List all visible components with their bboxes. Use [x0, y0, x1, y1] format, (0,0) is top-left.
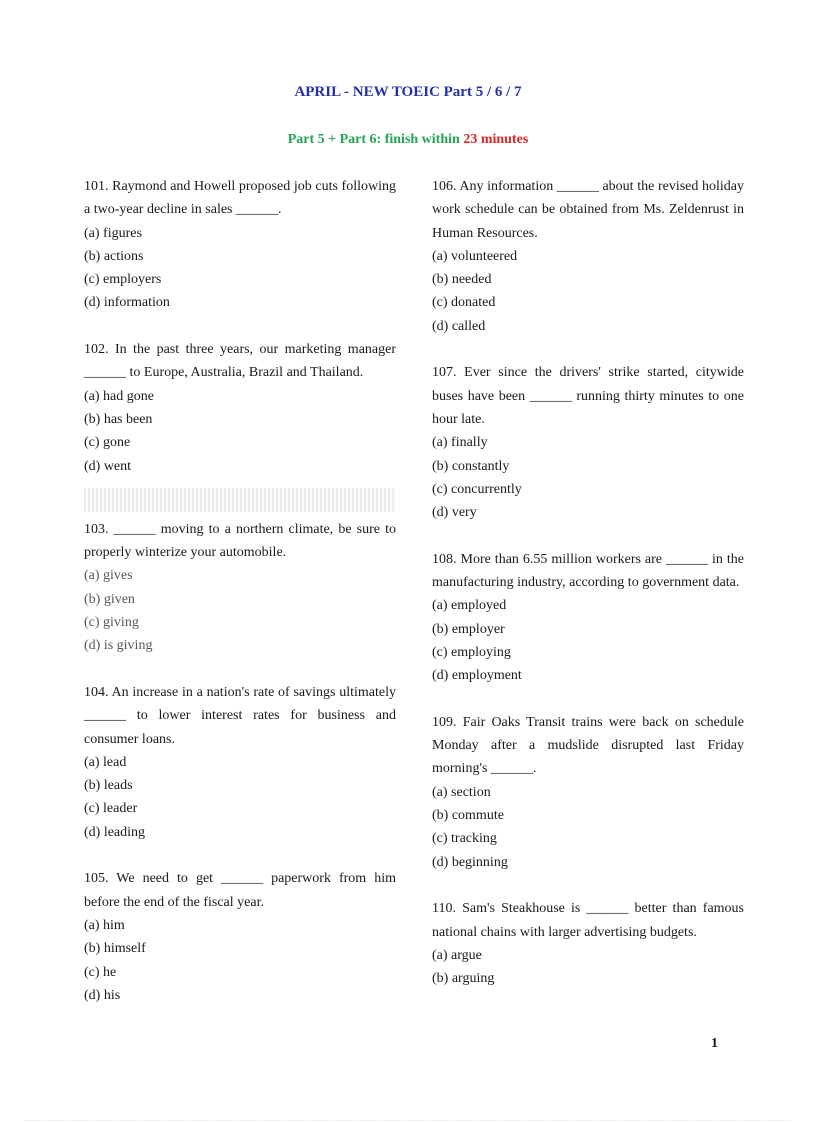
- option-b: (b) himself: [84, 941, 146, 957]
- question-stem: 107. Ever since the drivers' strike started, citywide buses have been ______ running thirty minutes to one hour late.: [432, 365, 744, 427]
- option-c: (c) tracking: [432, 831, 497, 847]
- question-109: [432, 711, 744, 874]
- page-bottom-divider: [24, 1120, 792, 1121]
- option-d: (d) went: [84, 458, 132, 474]
- option-a: (a) finally: [432, 435, 488, 451]
- right-question-column: [432, 175, 744, 1014]
- option-a: (a) had gone: [84, 388, 154, 404]
- question-stem: 102. In the past three years, our marketing manager ______ to Europe, Australia, Brazil and Thailand.: [84, 342, 396, 381]
- option-a: (a) volunteered: [432, 248, 518, 264]
- question-stem: 109. Fair Oaks Transit trains were back on schedule Monday after a mudslide disrupted last Friday morning's ______.: [432, 714, 744, 777]
- option-b: (b) constantly: [432, 458, 510, 474]
- option-c: (c) employing: [432, 644, 511, 660]
- question-stem: 101. Raymond and Howell proposed job cuts following a two-year decline in sales ______.: [84, 179, 396, 218]
- question-stem: 105. We need to get ______ paperwork from him before the end of the fiscal year.: [84, 871, 396, 910]
- time-instruction: [0, 132, 816, 148]
- question-stem: 106. Any information ______ about the revised holiday work schedule can be obtained from Ms. Zeldenrust in Human Resources.: [432, 179, 744, 241]
- option-b: (b) actions: [84, 248, 144, 264]
- question-stem: 103. ______ moving to a northern climate, be sure to properly winterize your automobile.: [84, 521, 396, 561]
- left-question-column: [84, 175, 396, 1030]
- option-d: (d) leading: [84, 824, 146, 840]
- option-d: (d) employment: [432, 668, 522, 684]
- option-c: (c) employers: [84, 272, 162, 288]
- option-a: (a) argue: [432, 947, 482, 963]
- page-number: 1: [711, 1036, 718, 1051]
- option-b: (b) commute: [432, 808, 504, 824]
- question-101: [84, 175, 396, 315]
- option-b: (b) given: [84, 591, 135, 607]
- option-c: (c) donated: [432, 295, 496, 311]
- option-a: (a) him: [84, 917, 125, 933]
- option-a: (a) gives: [84, 568, 133, 584]
- option-b: (b) employer: [432, 621, 505, 637]
- option-b: (b) arguing: [432, 971, 495, 987]
- option-c: (c) gone: [84, 435, 131, 451]
- question-106: [432, 175, 744, 338]
- question-110: [432, 897, 744, 990]
- option-d: (d) called: [432, 318, 486, 334]
- option-c: (c) giving: [84, 615, 139, 631]
- option-b: (b) leads: [84, 778, 133, 794]
- option-c: (c) he: [84, 964, 117, 980]
- option-a: (a) lead: [84, 754, 127, 770]
- page-title: APRIL - NEW TOEIC Part 5 / 6 / 7: [294, 84, 522, 100]
- option-a: (a) figures: [84, 225, 142, 241]
- question-103: [84, 518, 396, 658]
- section-divider: [84, 488, 396, 512]
- instruction-text: Part 5 + Part 6: finish within: [287, 132, 460, 147]
- option-c: (c) leader: [84, 801, 138, 817]
- option-d: (d) information: [84, 295, 170, 311]
- option-b: (b) has been: [84, 411, 153, 427]
- option-a: (a) employed: [432, 598, 507, 614]
- question-102: [84, 338, 396, 478]
- option-b: (b) needed: [432, 272, 492, 288]
- option-c: (c) concurrently: [432, 481, 522, 497]
- time-limit: 23 minutes: [463, 132, 529, 147]
- question-107: [432, 361, 744, 524]
- question-stem: 104. An increase in a nation's rate of savings ultimately ______ to lower interest rates for business and consumer loans.: [84, 684, 396, 747]
- question-105: [84, 867, 396, 1007]
- question-104: [84, 681, 396, 844]
- option-d: (d) is giving: [84, 638, 153, 654]
- option-a: (a) section: [432, 784, 491, 800]
- option-d: (d) beginning: [432, 854, 508, 870]
- question-stem: 110. Sam's Steakhouse is ______ better than famous national chains with larger advertising budgets.: [432, 901, 744, 940]
- option-d: (d) his: [84, 987, 121, 1003]
- question-stem: 108. More than 6.55 million workers are ______ in the manufacturing industry, according to government data.: [432, 551, 744, 591]
- question-108: [432, 548, 744, 688]
- option-d: (d) very: [432, 505, 477, 521]
